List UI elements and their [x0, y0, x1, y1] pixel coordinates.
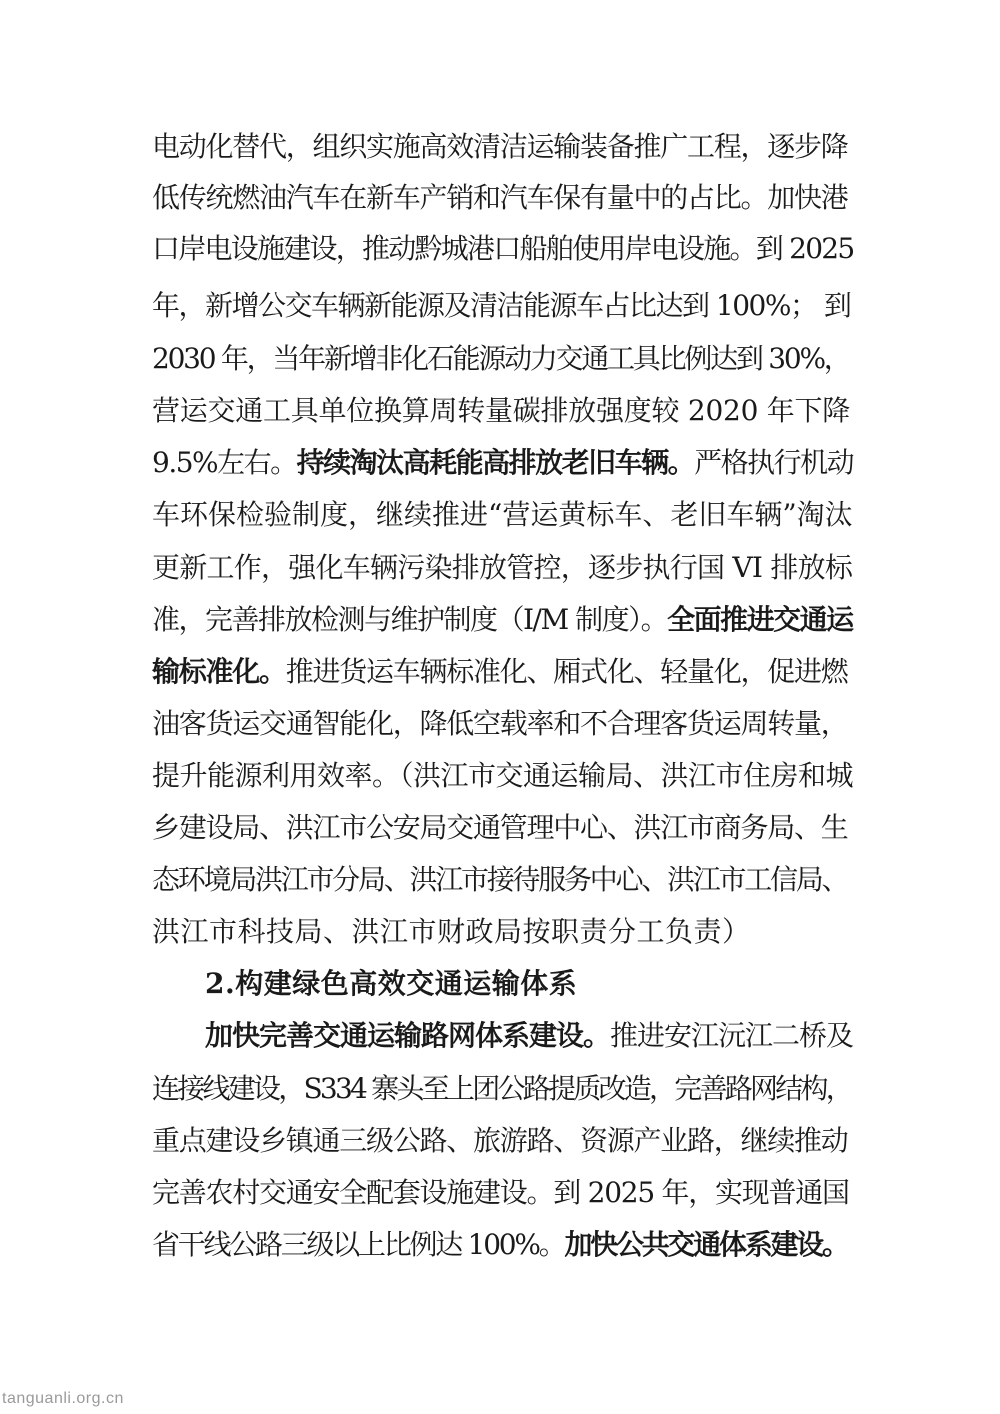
bold-heading-text: 持续淘汰高耗能高排放老旧车辆。: [296, 446, 695, 479]
body-text-line: [152, 1225, 852, 1265]
body-text-line: [152, 443, 852, 483]
body-text: 严格执行机动: [694, 446, 854, 479]
body-text-line: 洪江市科技局、洪江市财政局按职责分工负责）: [152, 915, 751, 948]
body-text: 推进安江沅江二桥及: [610, 1019, 854, 1052]
body-text-line: 乡建设局、洪江市公安局交通管理中心、洪江市商务局、生: [152, 811, 848, 844]
body-text-line: 年，新增公交车辆新能源及清洁能源车占比达到 100%； 到: [152, 289, 851, 322]
body-text-line: 口岸电设施建设，推动黔城港口船舶使用岸电设施。到 2025: [152, 232, 854, 265]
body-text-line: 连接线建设，S334 寨头至上团公路提质改造，完善路网结构，: [152, 1072, 852, 1105]
body-text-line: [205, 1016, 852, 1056]
body-text-line: 重点建设乡镇通三级公路、旅游路、资源产业路，继续推动: [152, 1124, 848, 1157]
bold-heading-text: 输标准化。: [152, 655, 286, 688]
body-text-line: 油客货运交通智能化，降低空载率和不合理客货运周转量，: [152, 707, 848, 740]
body-text-line: 营运交通工具单位换算周转量碳排放强度较 2020 年下降: [152, 394, 851, 427]
body-text-line: 完善农村交通安全配套设施建设。到 2025 年，实现普通国: [152, 1176, 849, 1209]
bold-heading-text: 加快完善交通运输路网体系建设。: [205, 1019, 611, 1052]
body-text: 省干线公路三级以上比例达 100%。: [152, 1228, 565, 1261]
body-text-line: 更新工作，强化车辆污染排放管控，逐步执行国 VI 排放标: [152, 551, 853, 584]
body-text-line: 态环境局洪江市分局、洪江市接待服务中心、洪江市工信局、: [152, 863, 848, 896]
body-text-line: [152, 600, 852, 640]
body-text-line: [152, 652, 852, 692]
body-text-line: 2030 年，当年新增非化石能源动力交通工具比例达到 30%，: [152, 342, 850, 375]
site-watermark: tanguanli.org.cn: [2, 1390, 124, 1407]
body-text-line: 低传统燃油汽车在新车产销和汽车保有量中的占比。加快港: [152, 181, 848, 214]
body-text: 推进货运车辆标准化、厢式化、轻量化，促进燃: [285, 655, 848, 688]
body-text-line: 电动化替代，组织实施高效清洁运输装备推广工程，逐步降: [152, 130, 848, 163]
body-text: 9.5%左右。: [152, 446, 297, 479]
body-text-line: 车环保检验制度，继续推进“营运黄标车、老旧车辆”淘汰: [152, 498, 853, 531]
body-text-line: 提升能源利用效率。（洪江市交通运输局、洪江市住房和城: [152, 759, 854, 792]
body-text: 准，完善排放检测与维护制度（I/M 制度）。: [152, 603, 668, 636]
bold-heading-text: 加快公共交通体系建设。: [564, 1228, 848, 1261]
section-heading: 2.构建绿色高效交通运输体系: [205, 967, 578, 1000]
bold-heading-text: 全面推进交通运: [667, 603, 853, 636]
